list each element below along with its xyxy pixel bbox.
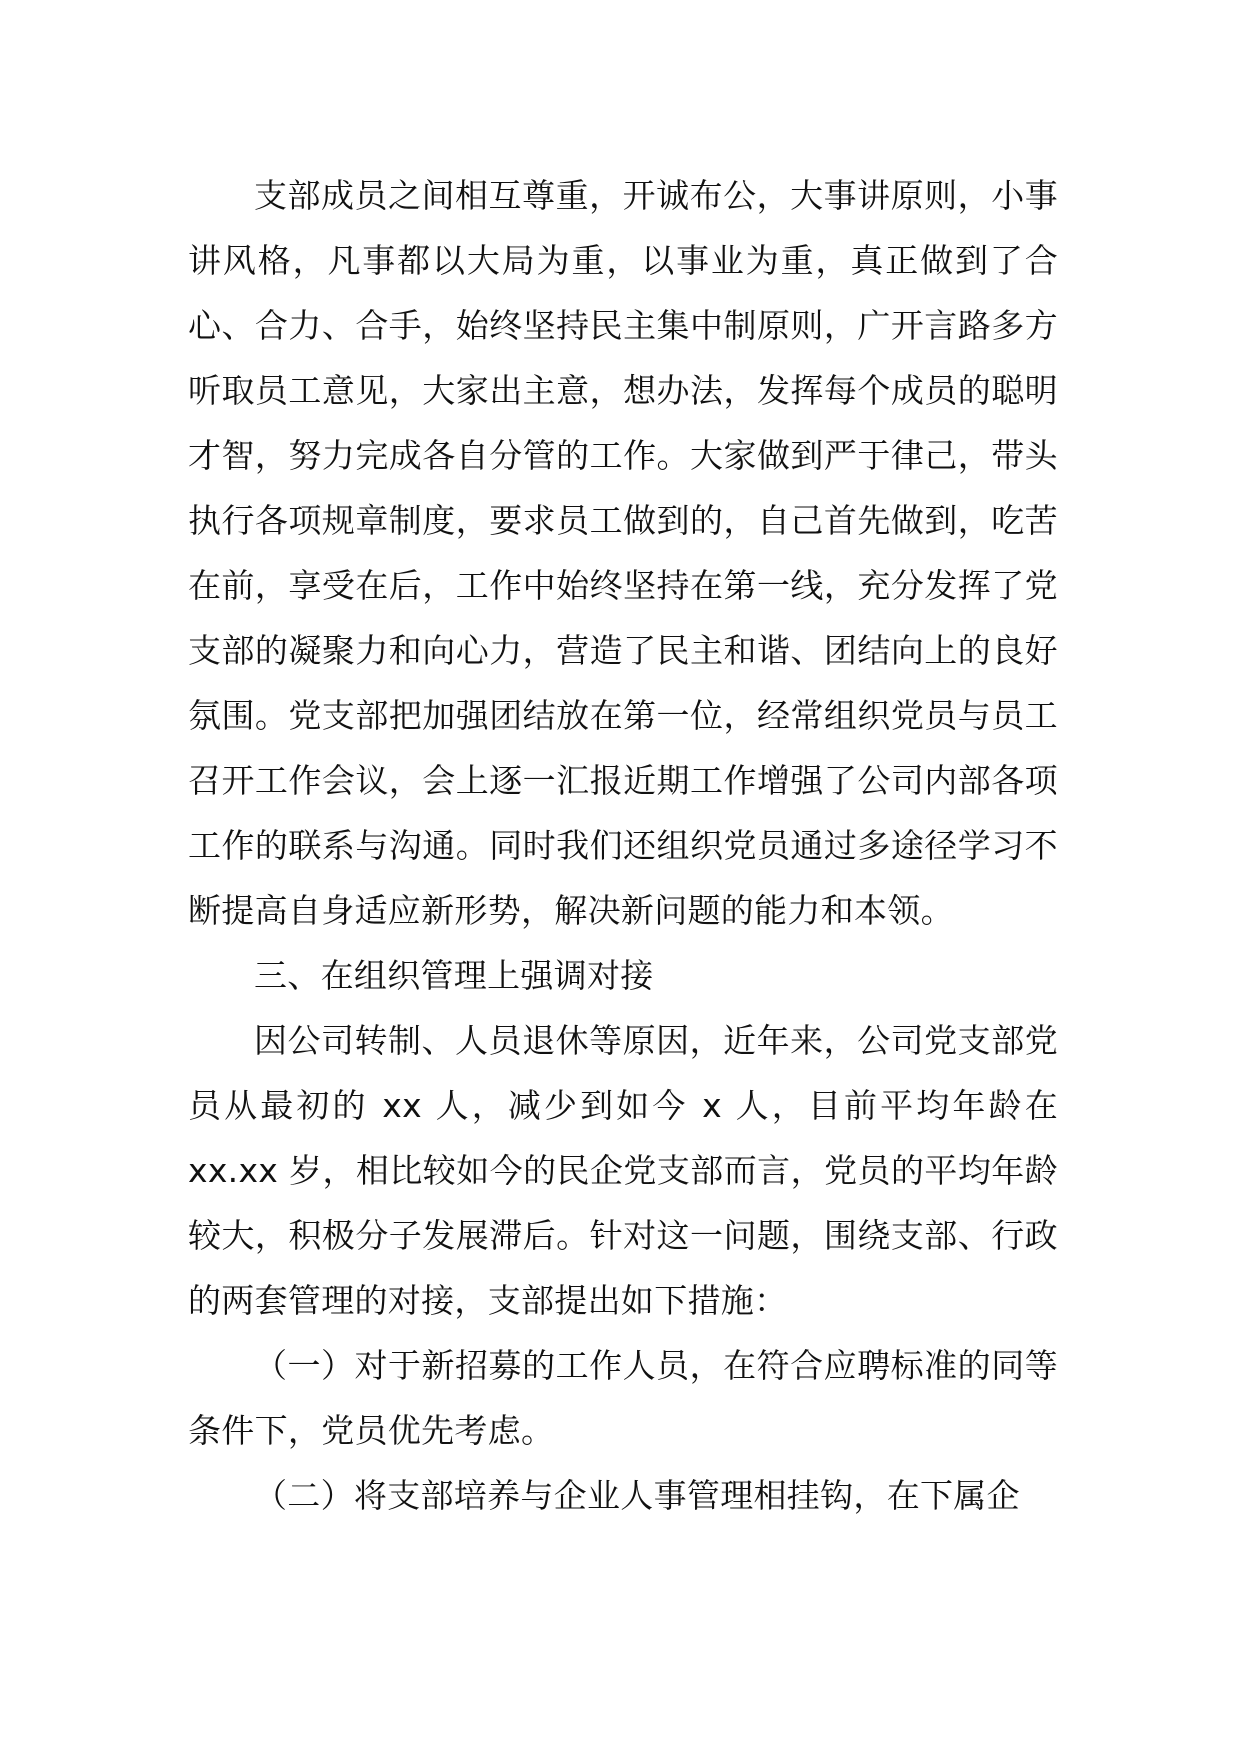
paragraph-measure-one: （一）对于新招募的工作人员，在符合应聘标准的同等条件下，党员优先考虑。: [188, 1346, 1058, 1450]
paragraph-measure-two: （二）将支部培养与企业人事管理相挂钩，在下属企: [254, 1476, 1020, 1515]
document-body: [188, 163, 1058, 1528]
paragraph-team-unity: 支部成员之间相互尊重，开诚布公，大事讲原则，小事讲风格，凡事都以大局为重，以事业为重，真正做到了合心、合力、合手，始终坚持民主集中制原则，广开言路多方听取员工意见，大家出主意，想办法，发挥每个成员的聪明才智，努力完成各自分管的工作。大家做到严于律己，带头执行各项规章制度，要求员工做到的，自己首先做到，吃苦在前，享受在后，工作中始终坚持在第一线，充分发挥了党支部的凝聚力和向心力，营造了民主和谐、团结向上的良好氛围。党支部把加强团结放在第一位，经常组织党员与员工召开工作会议，会上逐一汇报近期工作增强了公司内部各项工作的联系与沟通。同时我们还组织党员通过多途径学习不断提高自身适应新形势，解决新问题的能力和本领。: [188, 176, 1058, 930]
paragraph-member-situation: 因公司转制、人员退休等原因，近年来，公司党支部党员从最初的 xx 人，减少到如今 x 人，目前平均年龄在 xx.xx 岁，相比较如今的民企党支部而言，党员的平均年龄较大，积极分子发展滞后。针对这一问题，围绕支部、行政的两套管理的对接，支部提出如下措施：: [188, 1021, 1058, 1320]
section-heading-organization-management: 三、在组织管理上强调对接: [254, 956, 654, 995]
